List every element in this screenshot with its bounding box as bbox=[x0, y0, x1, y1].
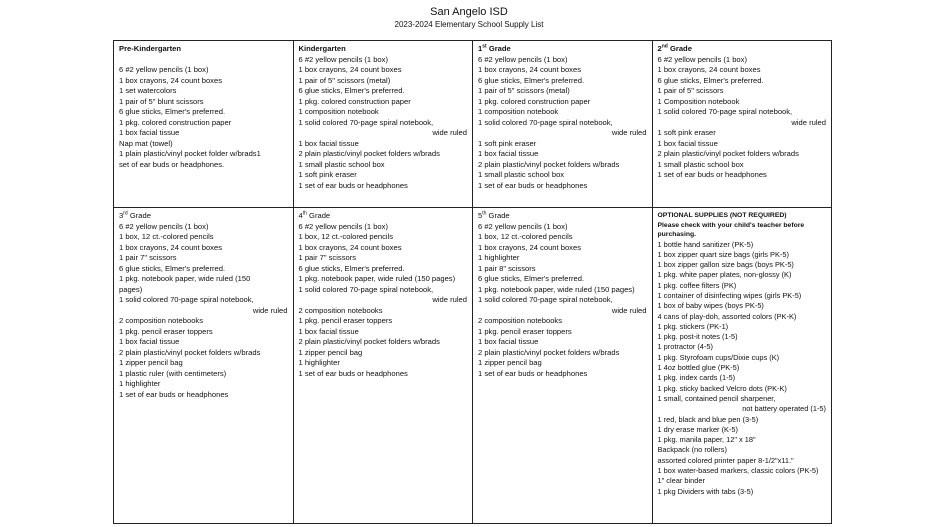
list-item: 1 pair of 5" scissors (metal) bbox=[478, 86, 570, 95]
list-item: 1 pkg. index cards (1-5) bbox=[657, 373, 736, 383]
cell-4th-grade bbox=[293, 208, 473, 524]
list-item: 6 #2 yellow pencils (1 box) bbox=[657, 54, 747, 64]
list-item: 1 soft pink eraser bbox=[298, 170, 357, 179]
list-item: 1 zipper pencil bag bbox=[298, 347, 363, 357]
list-item: 1 zipper pencil bag bbox=[478, 358, 542, 367]
list-item: 1 solid colored 70-page spiral notebook, bbox=[478, 295, 613, 304]
list-item: 1 dry erase marker (K-5) bbox=[657, 424, 738, 434]
list-item: 1 highlighter bbox=[119, 379, 161, 388]
list-item: 6 #2 yellow pencils (1 box) bbox=[478, 54, 568, 64]
list-item: 4 cans of play-doh, assorted colors (PK-K) bbox=[657, 311, 797, 321]
document-header bbox=[0, 6, 938, 31]
list-item: 1 pkg. notebook paper, wide ruled (150 pages) bbox=[478, 284, 635, 294]
list-item: 1 box water-based markers, classic colors (PK-5) bbox=[657, 466, 819, 476]
cell-kindergarten bbox=[293, 41, 473, 208]
list-item: 1 small plastic school box bbox=[298, 159, 385, 169]
list-item: 2 plain plastic/vinyl pocket folders w/brads bbox=[657, 149, 799, 158]
supply-list bbox=[658, 55, 829, 118]
list-item: 1 container of disinfecting wipes (girls PK-5) bbox=[657, 290, 802, 300]
list-item-right: not battery operated (1-5) bbox=[742, 404, 826, 414]
grade-heading: 1st Grade bbox=[478, 43, 511, 53]
list-item: 6 #2 yellow pencils (1 box) bbox=[119, 65, 209, 74]
grade-heading: 2nd Grade bbox=[657, 43, 692, 53]
grade-heading: 4th Grade bbox=[298, 210, 331, 220]
list-item: 1 box facial tissue bbox=[298, 138, 359, 148]
list-item: 1 highlighter bbox=[478, 253, 520, 262]
list-item: 1 box facial tissue bbox=[478, 149, 539, 158]
list-item: 1 pair of 5" scissors bbox=[657, 86, 724, 95]
list-item: 1 pkg. coffee filters (PK) bbox=[657, 280, 737, 290]
list-item: 1 pkg. colored construction paper bbox=[298, 96, 411, 106]
list-item: 1 pair of 5" scissors (metal) bbox=[298, 75, 391, 85]
list-item: 1 set of ear buds or headphones bbox=[478, 368, 588, 378]
cell-pre-kindergarten bbox=[114, 41, 294, 208]
list-item: 2 composition notebooks bbox=[298, 305, 383, 315]
list-item: 2 composition notebooks bbox=[478, 316, 563, 325]
list-item: 6 glue sticks, Elmer's preferred. bbox=[478, 274, 585, 283]
list-item: 1 pkg. colored construction paper bbox=[119, 117, 232, 127]
cell-2nd-grade bbox=[652, 41, 832, 208]
cell-1st-grade bbox=[473, 41, 653, 208]
table-row bbox=[114, 208, 832, 524]
list-item: 1 set watercolors bbox=[119, 86, 177, 95]
list-item: 1 pkg. pencil eraser toppers bbox=[298, 316, 393, 325]
list-item-right: wide ruled bbox=[611, 128, 647, 137]
list-item: 1 solid colored 70-page spiral notebook, bbox=[298, 117, 434, 127]
supply-list bbox=[299, 139, 470, 192]
list-item: 2 plain plastic/vinyl pocket folders w/brads bbox=[478, 159, 620, 169]
list-item: 1 box crayons, 24 count boxes bbox=[478, 242, 582, 252]
list-item: 1 box crayons, 24 count boxes bbox=[119, 75, 223, 85]
list-item: 1 small, contained pencil sharpener, bbox=[657, 393, 776, 403]
list-item: 1 pkg Dividers with tabs (3-5) bbox=[657, 486, 754, 496]
list-item: 1 pkg. sticky backed Velcro dots (PK-K) bbox=[657, 383, 787, 393]
list-item: 1 box facial tissue bbox=[119, 128, 180, 137]
list-item: 1 composition notebook bbox=[298, 107, 379, 116]
list-item: 1 box zipper quart size bags (girls PK-5) bbox=[657, 249, 789, 259]
list-item: 1 pair 8" scissors bbox=[478, 263, 536, 273]
list-item: 1 pkg. notebook paper, wide ruled (150 pages) bbox=[298, 274, 456, 283]
list-item: 6 glue sticks, Elmer's preferred. bbox=[298, 263, 405, 273]
list-item: Backpack (no rollers) bbox=[657, 445, 727, 455]
list-item: 1 solid colored 70-page spiral notebook, bbox=[119, 295, 254, 304]
grade-heading: 5th Grade bbox=[478, 210, 510, 220]
supply-list bbox=[478, 316, 649, 379]
list-item-right: wide ruled bbox=[252, 305, 288, 315]
list-item: 6 glue sticks, Elmer's preferred. bbox=[657, 75, 764, 85]
list-item: 2 plain plastic/vinyl pocket folders w/brads bbox=[298, 149, 440, 158]
list-item: 1 small plastic school box bbox=[478, 170, 565, 179]
list-item: 1 protractor (4-5) bbox=[657, 342, 713, 352]
list-item: 1 set of ear buds or headphones bbox=[298, 180, 408, 190]
list-item: 2 plain plastic/vinyl pocket folders w/brads bbox=[298, 337, 440, 346]
list-item: 1 box crayons, 24 count boxes bbox=[478, 65, 582, 74]
list-item: 6 glue sticks, Elmer's preferred. bbox=[478, 75, 585, 85]
supply-list bbox=[119, 316, 290, 400]
list-item: 1 box facial tissue bbox=[119, 337, 180, 346]
list-item: 6 #2 yellow pencils (1 box) bbox=[478, 221, 568, 231]
list-item: 1 plastic ruler (with centimeters) bbox=[119, 368, 227, 378]
list-item: Nap mat (towel) bbox=[119, 138, 173, 148]
list-item: 1" clear binder bbox=[657, 476, 705, 486]
supply-list bbox=[478, 55, 649, 129]
list-item: 6 glue sticks, Elmer's preferred. bbox=[298, 86, 405, 95]
list-item: 6 glue sticks, Elmer's preferred. bbox=[119, 263, 226, 273]
list-item: 1 pair 7" scissors bbox=[298, 253, 357, 262]
list-item: 1 box facial tissue bbox=[478, 337, 539, 346]
supply-list bbox=[658, 415, 829, 497]
list-item: 1 soft pink eraser bbox=[478, 138, 537, 148]
supply-list bbox=[299, 306, 470, 380]
list-item-right: wide ruled bbox=[791, 117, 826, 127]
list-item: 1 pkg. pencil eraser toppers bbox=[119, 326, 213, 336]
list-item: 1 pkg. stickers (PK-1) bbox=[657, 321, 729, 331]
list-item: 1 box of baby wipes (boys PK-5) bbox=[657, 301, 764, 311]
list-item: 1 plain plastic/vinyl pocket folder w/brads1 bbox=[119, 149, 261, 158]
list-item: 6 #2 yellow pencils (1 box) bbox=[119, 221, 209, 231]
cell-optional-supplies bbox=[652, 208, 832, 524]
grade-heading: 3rd Grade bbox=[119, 210, 151, 220]
list-item: 1 pkg. colored construction paper bbox=[478, 96, 591, 106]
list-item-right: wide ruled bbox=[611, 305, 647, 315]
list-item: 6 #2 yellow pencils (1 box) bbox=[298, 54, 388, 64]
optional-heading: OPTIONAL SUPPLIES (NOT REQUIRED) bbox=[657, 212, 787, 219]
supply-list bbox=[658, 240, 829, 405]
supply-list-table bbox=[113, 40, 832, 524]
list-subtitle: 2023-2024 Elementary School Supply List bbox=[394, 20, 544, 29]
list-item: 1 highlighter bbox=[298, 358, 340, 367]
list-item: 6 glue sticks, Elmer's preferred. bbox=[119, 107, 226, 116]
list-item: set of ear buds or headphones. bbox=[119, 159, 225, 169]
list-item: 1 composition notebook bbox=[478, 107, 559, 116]
list-item: 1 box, 12 ct.-colored pencils bbox=[119, 232, 214, 241]
list-item: 1 pkg. post-it notes (1-5) bbox=[657, 332, 738, 342]
list-item: 2 plain plastic/vinyl pocket folders w/brads bbox=[478, 347, 620, 357]
list-item: 1 box crayons, 24 count boxes bbox=[298, 242, 402, 252]
list-item: 1 small plastic school box bbox=[657, 159, 744, 169]
list-item: assorted colored printer paper 8-1/2"x11." bbox=[657, 455, 794, 465]
optional-note: Please check with your child's teacher before purchasing. bbox=[657, 221, 805, 238]
supply-list bbox=[299, 222, 470, 296]
list-item: 1 box crayons, 24 count boxes bbox=[298, 65, 402, 74]
list-item: 1 pkg. Styrofoam cups/Dixie cups (K) bbox=[657, 352, 780, 362]
list-item: 1 box facial tissue bbox=[657, 138, 718, 148]
list-item: 1 box crayons, 24 count boxes bbox=[657, 65, 761, 74]
list-item: 1 bottle hand sanitizer (PK-5) bbox=[657, 239, 754, 249]
supply-list bbox=[478, 222, 649, 306]
list-item: 1 zipper pencil bag bbox=[119, 358, 183, 367]
list-item: 1 pair of 5" blunt scissors bbox=[119, 96, 204, 106]
list-item: 1 pkg. pencil eraser toppers bbox=[478, 326, 572, 336]
list-item: 1 box zipper gallon size bags (boys PK-5) bbox=[657, 260, 794, 270]
list-item: pages) bbox=[119, 284, 143, 294]
list-item: 1 box, 12 ct.-colored pencils bbox=[298, 232, 394, 241]
list-item-right: wide ruled bbox=[432, 128, 467, 137]
list-item: 2 plain plastic/vinyl pocket folders w/brads bbox=[119, 347, 261, 357]
grade-heading: Pre-Kindergarten bbox=[119, 44, 182, 53]
list-item: 1 solid colored 70-page spiral notebook, bbox=[657, 107, 793, 116]
district-title: San Angelo ISD bbox=[430, 6, 508, 18]
list-item: 1 pair 7" scissors bbox=[119, 253, 177, 262]
list-item: 1 red, black and blue pen (3-5) bbox=[657, 414, 759, 424]
list-item: 1 set of ear buds or headphones bbox=[119, 389, 229, 399]
list-item-right: wide ruled bbox=[432, 295, 467, 304]
list-item: 1 box, 12 ct.-colored pencils bbox=[478, 232, 573, 241]
list-item: 1 solid colored 70-page spiral notebook, bbox=[298, 284, 434, 294]
cell-5th-grade bbox=[473, 208, 653, 524]
table-row bbox=[114, 41, 832, 208]
list-item: 2 composition notebooks bbox=[119, 316, 204, 325]
supply-list bbox=[299, 55, 470, 129]
list-item: 1 pkg. manila paper, 12" x 18" bbox=[657, 435, 756, 445]
list-item: 1 soft pink eraser bbox=[657, 128, 716, 137]
list-item: 1 set of ear buds or headphones bbox=[478, 180, 588, 190]
list-item: 1 box crayons, 24 count boxes bbox=[119, 242, 223, 252]
list-item: 1 pkg. white paper plates, non-glossy (K) bbox=[657, 270, 792, 280]
list-item: 1 pkg. notebook paper, wide ruled (150 bbox=[119, 274, 251, 283]
list-item: 1 solid colored 70-page spiral notebook, bbox=[478, 117, 613, 127]
list-item: 1 set of ear buds or headphones bbox=[657, 170, 767, 179]
list-item: 1 box facial tissue bbox=[298, 326, 359, 336]
cell-3rd-grade bbox=[114, 208, 294, 524]
list-item: 1 4oz bottled glue (PK-5) bbox=[657, 363, 740, 373]
supply-list bbox=[119, 65, 290, 170]
grade-heading: Kindergarten bbox=[298, 44, 346, 53]
supply-list bbox=[119, 222, 290, 306]
supply-list bbox=[478, 139, 649, 192]
supply-list bbox=[658, 128, 829, 181]
list-item: 1 set of ear buds or headphones bbox=[298, 368, 408, 378]
list-item: 6 #2 yellow pencils (1 box) bbox=[298, 221, 388, 231]
list-item: 1 Composition notebook bbox=[657, 96, 740, 106]
